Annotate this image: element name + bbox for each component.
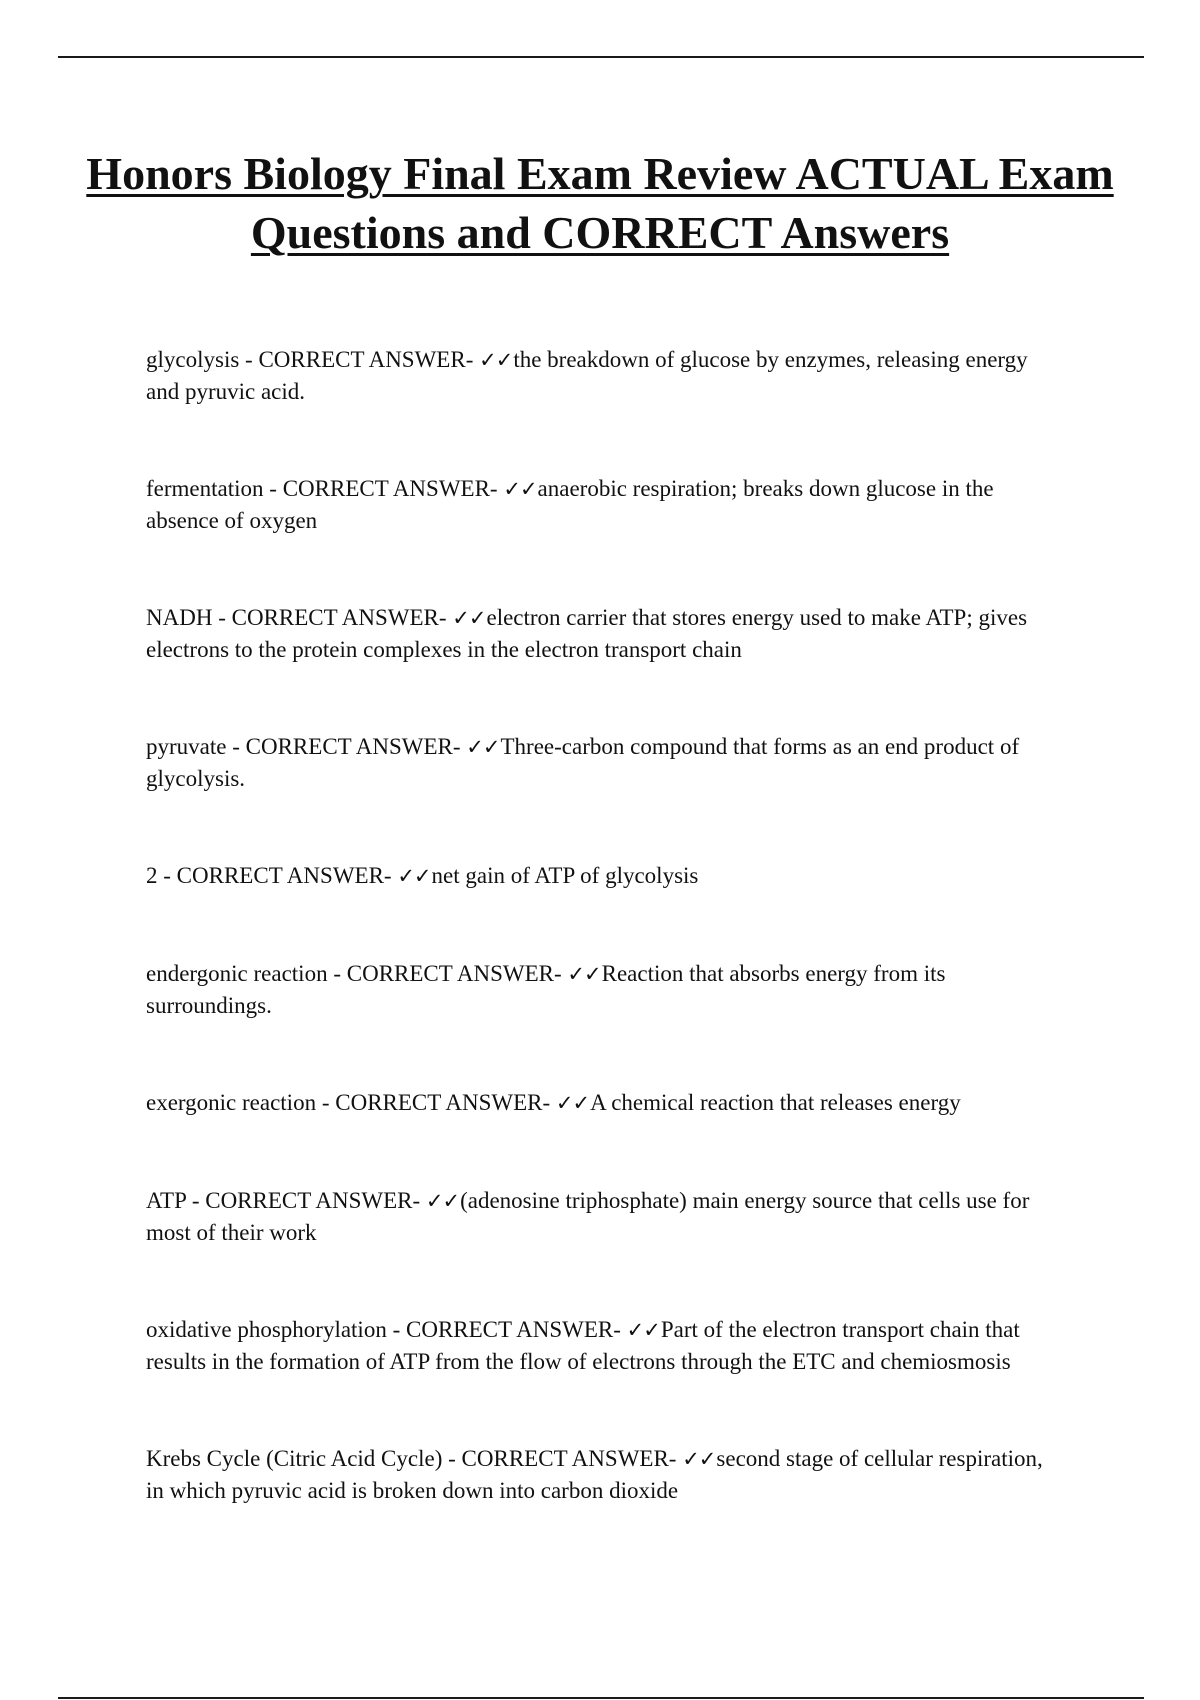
qa-separator: - (157, 863, 177, 888)
qa-term: exergonic reaction (146, 1090, 317, 1115)
qa-definition: (adenosine triphosphate) main energy source that cells use for most of their work (146, 1188, 1030, 1245)
answer-label: CORRECT ANSWER- (231, 605, 453, 630)
qa-term: endergonic reaction (146, 961, 328, 986)
top-rule (58, 56, 1144, 58)
qa-item (146, 344, 1056, 407)
qa-term: fermentation (146, 476, 264, 501)
qa-definition: the breakdown of glucose by enzymes, releasing energy and pyruvic acid. (146, 347, 1028, 404)
double-check-icon: ✓✓ (626, 1318, 660, 1342)
qa-item (146, 731, 1056, 794)
bottom-rule (58, 1697, 1144, 1699)
qa-definition: Reaction that absorbs energy from its surroundings. (146, 961, 946, 1018)
qa-term: Krebs Cycle (Citric Acid Cycle) (146, 1446, 443, 1471)
answer-label: CORRECT ANSWER- (245, 734, 467, 759)
qa-item (146, 602, 1056, 665)
qa-separator: - (212, 605, 232, 630)
qa-term: NADH (146, 605, 213, 630)
answer-label: CORRECT ANSWER- (346, 961, 568, 986)
answer-label: CORRECT ANSWER- (176, 863, 398, 888)
qa-item (146, 1185, 1056, 1248)
qa-definition: second stage of cellular respiration, in which pyruvic acid is broken down into carbon dioxide (146, 1446, 1043, 1503)
qa-definition: Part of the electron transport chain that results in the formation of ATP from the flow of electrons through the ETC and chemiosmosis (146, 1317, 1020, 1374)
qa-definition: anaerobic respiration; breaks down glucose in the absence of oxygen (146, 476, 994, 533)
answer-label: CORRECT ANSWER- (406, 1317, 627, 1342)
qa-term: glycolysis (146, 347, 240, 372)
qa-separator: - (316, 1090, 336, 1115)
qa-item (146, 1314, 1056, 1377)
qa-separator: - (442, 1446, 462, 1471)
qa-term: pyruvate (146, 734, 227, 759)
double-check-icon: ✓✓ (682, 1447, 716, 1471)
double-check-icon: ✓✓ (397, 864, 431, 888)
qa-definition: electron carrier that stores energy used to make ATP; gives electrons to the protein complexes in the electron transport chain (146, 605, 1028, 662)
answer-label: CORRECT ANSWER- (461, 1446, 683, 1471)
qa-term: ATP (146, 1188, 187, 1213)
qa-separator: - (239, 347, 259, 372)
qa-item (146, 860, 1056, 892)
double-check-icon: ✓✓ (567, 962, 601, 986)
double-check-icon: ✓✓ (452, 606, 486, 630)
qa-separator: - (263, 476, 283, 501)
qa-item (146, 473, 1056, 536)
qa-separator: - (226, 734, 246, 759)
qa-separator: - (327, 961, 347, 986)
qa-separator: - (386, 1317, 406, 1342)
double-check-icon: ✓✓ (555, 1091, 590, 1115)
answer-label: CORRECT ANSWER- (258, 347, 480, 372)
qa-term: 2 (146, 863, 158, 888)
answer-label: CORRECT ANSWER- (282, 476, 504, 501)
qa-definition: net gain of ATP of glycolysis (431, 863, 699, 888)
qa-item (146, 958, 1056, 1021)
answer-label: CORRECT ANSWER- (335, 1090, 556, 1115)
qa-term: oxidative phosphorylation (146, 1317, 387, 1342)
qa-list (146, 344, 1056, 1506)
qa-definition: A chemical reaction that releases energy (590, 1090, 961, 1115)
qa-definition: Three-carbon compound that forms as an end product of glycolysis. (146, 734, 1020, 791)
qa-item (146, 1443, 1056, 1506)
qa-item (146, 1087, 1056, 1119)
double-check-icon: ✓✓ (479, 348, 513, 372)
qa-separator: - (186, 1188, 206, 1213)
double-check-icon: ✓✓ (503, 477, 537, 501)
document-title: Honors Biology Final Exam Review ACTUAL Exam Questions and CORRECT Answers (86, 148, 1114, 258)
double-check-icon: ✓✓ (425, 1189, 460, 1213)
answer-label: CORRECT ANSWER- (205, 1188, 426, 1213)
double-check-icon: ✓✓ (466, 735, 500, 759)
